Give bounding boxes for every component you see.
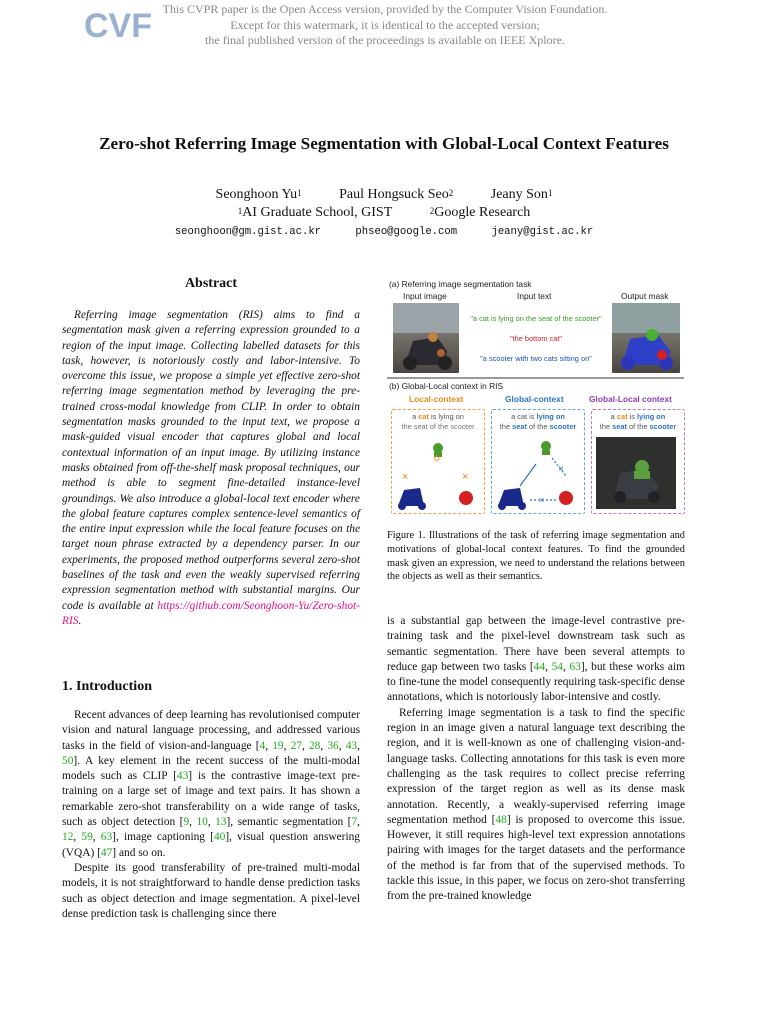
segmentation-mask-icon	[612, 303, 680, 373]
intro-paragraph-2: Despite its good transferability of pre-trained multi-modal models, it is not straightforward to handle dense prediction tasks such as object detection and image segmentation. A pixel-level dense prediction task is challenging since there	[62, 861, 360, 920]
global-local-context-box	[591, 409, 685, 514]
svg-text:×: ×	[558, 464, 564, 475]
affiliation-2: $^2$Google Research	[429, 205, 531, 220]
author-2: Paul Hongsuck Seo$^2$	[339, 187, 454, 202]
input-text-label: Input text	[517, 291, 552, 301]
expression-2: "the bottom cat"	[509, 334, 563, 343]
affiliation-1: $^1$AI Graduate School, GIST	[237, 205, 393, 220]
abstract-heading: Abstract	[184, 276, 238, 291]
paper-title: Zero-shot Referring Image Segmentation with Global-Local Context Features	[99, 134, 669, 153]
author-emails	[0, 226, 768, 238]
expression-3: "a scooter with two cats sitting on"	[480, 354, 592, 363]
email-3[interactable]: jeany@gist.ac.kr	[491, 226, 594, 238]
global-context-illustration	[494, 436, 582, 512]
local-context-box	[391, 409, 485, 514]
output-mask-photo	[612, 303, 680, 373]
watermark-line-3: the final published version of the proceedings is available on IEEE Xplore.	[205, 33, 565, 47]
svg-text:×: ×	[462, 471, 469, 483]
svg-text:×: ×	[402, 471, 409, 483]
introduction-heading: 1. Introduction	[62, 679, 152, 694]
output-mask-label: Output mask	[621, 291, 669, 301]
figure-1	[387, 278, 684, 518]
figure-section-b-label: (b) Global-Local context in RIS	[389, 381, 504, 391]
intro-paragraph-1: Recent advances of deep learning has revolutionised computer vision and natural language processing, and addressed various tasks in the field of vision-and-language [4, 19, 27, 28, 36, 43, 50]. A key element in the recent success of the multi-modal models such as CLIP [43] is the contrastive image-text pre-training on a large set of image and text pairs. It has shown a remarkable zero-shot transferability on a wide range of tasks, such as object detection [9, 10, 13], semantic segmentation [7, 12, 59, 63], image captioning [40], visual question answering (VQA) [47] and so on.	[62, 709, 361, 859]
global-context-header: Global-context	[505, 394, 564, 404]
global-box-line-1: a cat is lying on	[511, 412, 565, 421]
author-block	[0, 186, 768, 222]
open-access-watermark	[160, 2, 610, 49]
figure-separator	[387, 377, 684, 379]
right-column-body	[387, 614, 685, 905]
watermark-line-1: This CVPR paper is the Open Access version, provided by the Computer Vision Foundation.	[162, 2, 608, 16]
email-2[interactable]: phseo@google.com	[355, 226, 458, 238]
local-box-line-1: a cat is lying on	[412, 412, 464, 421]
gl-box-line-1: a cat is lying on	[610, 412, 666, 421]
global-box-line-2: the seat of the scooter	[499, 422, 577, 431]
abstract-body: Referring image segmentation (RIS) aims to find a segmentation mask given a referring expression grounded to a region of the input image. Collecting labelled datasets for this task, however, is notoriously costly and labor-intensive. To overcome this issue, we propose a simple yet effective zero-shot referring image segmentation method by leveraging the pre-trained cross-modal knowledge from CLIP. In order to obtain segmentation masks grounded to the input text, we propose a mask-guided visual encoder that captures global and local contextual information of an input image. By utilizing instance masks obtained from off-the-shelf mask proposal techniques, our method is able to segment fine-detailed instance-level groundings. We also introduce a global-local text encoder where the global feature captures complex sentence-level semantics of the entire input expression while the local feature focuses on the target noun phrase extracted by a dependency parser. In our experiments, the proposed method outperforms several zero-shot baselines of the task and even the weakly supervised referring expression segmentation method with substantial margins. Our code is available at https://github.com/Seonghoon-Yu/Zero-shot-RIS.	[62, 309, 360, 627]
expression-1: "a cat is lying on the seat of the scooter"	[470, 314, 602, 323]
right-paragraph-1: is a substantial gap between the image-level contrastive pre-training task and the pixel-level downstream task such as semantic segmentation. There have been several attempts to reduce gap between two tasks [44, 54, 63], but these works aim to fine-tune the model consequently requiring task-specific dense annotations, which is notoriously labor-intensive and costly.	[387, 615, 685, 704]
global-local-context-header: Global-Local context	[589, 394, 672, 404]
svg-text:o: o	[434, 453, 440, 464]
local-context-illustration	[394, 436, 482, 512]
cvf-logo	[84, 5, 152, 45]
introduction-body	[62, 708, 360, 922]
gl-result-mask-icon	[596, 437, 676, 509]
figure-1-caption: Figure 1. Illustrations of the task of referring image segmentation and motivations of global-local context features. To find the grounded mask given an expression, we need to understand the relations between the objects as well as their semantics.	[387, 530, 685, 583]
svg-text:×: ×	[539, 495, 545, 505]
scooter-photo-icon	[393, 303, 459, 373]
global-context-box	[491, 409, 585, 514]
gl-box-line-2: the seat of the scooter	[599, 422, 677, 431]
author-3: Jeany Son$^1$	[490, 187, 553, 202]
right-paragraph-2: Referring image segmentation is a task to find the specific region in an image given a natural language text describing the region, and it is well-known as one of challenging vision-and-language tasks. Collecting annotations for this task is even more challenging as the task requires to collect precise referring expression of the target region as well as its dense mask annotation. Recently, a weakly-supervised referring image segmentation method [48] is proposed to overcome this issue. However, it still requires high-level text expression annotations pairing with images for the target datasets and the performance of the method is far from that of the supervised methods. To tackle this issue, in this paper, we focus on zero-shot transferring from the pre-trained knowledge	[387, 706, 685, 903]
email-1[interactable]: seonghoon@gm.gist.ac.kr	[174, 226, 322, 238]
local-box-line-2: the seat of the scooter	[401, 422, 475, 431]
figure-section-a-label: (a) Referring image segmentation task	[389, 279, 532, 289]
input-image-photo	[393, 303, 459, 373]
svg-text:CVF: CVF	[84, 7, 152, 45]
input-image-label: Input image	[403, 291, 447, 301]
author-1: Seonghoon Yu$^1$	[215, 187, 302, 202]
code-link[interactable]: https://github.com/Seonghoon-Yu/Zero-shot-RIS	[62, 599, 360, 627]
gl-result-photo	[596, 437, 676, 509]
local-context-header: Local-context	[409, 394, 464, 404]
watermark-line-2: Except for this watermark, it is identical to the accepted version;	[230, 17, 540, 32]
